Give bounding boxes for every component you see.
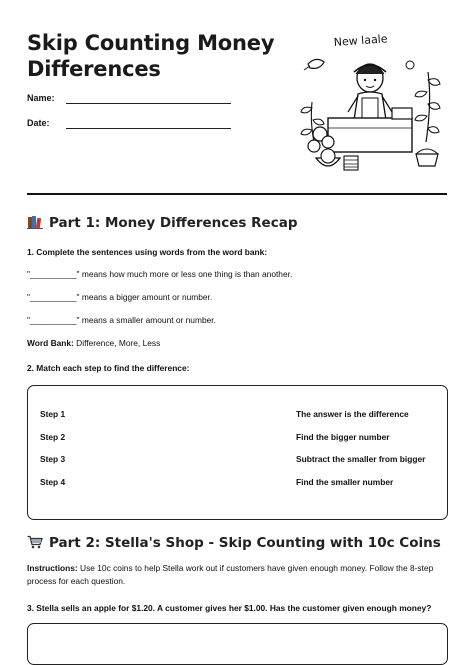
page-title (27, 30, 287, 82)
question-3: 3. Stella sells an apple for $1.20. A customer gives her $1.00. Has the customer given enough money? (27, 603, 432, 613)
instructions-label: Instructions: (27, 563, 78, 573)
instructions (27, 562, 442, 588)
date-label: Date: (27, 118, 50, 128)
step-label-1[interactable]: Step 1 (40, 409, 66, 419)
name-label: Name: (27, 93, 55, 103)
sentence-1: "__________" means how much more or less one thing is than another. (27, 269, 293, 279)
sentence-3: "__________" means a smaller amount or number. (27, 315, 216, 325)
word-bank-label: Word Bank: (27, 338, 74, 348)
part1-title-text: Part 1: Money Differences Recap (49, 215, 298, 231)
header-divider (27, 193, 447, 195)
part2-title (27, 535, 441, 553)
illustration-sign-text: New laale (333, 32, 388, 49)
shopping-cart-icon (27, 535, 43, 553)
date-field[interactable] (66, 128, 231, 129)
books-icon (27, 215, 43, 233)
question-2: 2. Match each step to find the difference: (27, 363, 190, 373)
part2-title-text: Part 2: Stella's Shop - Skip Counting with 10c Coins (49, 535, 441, 551)
word-bank-words: Difference, More, Less (76, 338, 161, 348)
title-line-2: Differences (27, 57, 161, 81)
matching-box (27, 385, 448, 520)
step-label-3[interactable]: Step 3 (40, 454, 66, 464)
step-match-2[interactable]: Find the bigger number (296, 432, 390, 442)
name-field[interactable] (66, 103, 231, 104)
word-bank (27, 338, 160, 348)
answer-box[interactable] (27, 623, 448, 665)
step-match-3[interactable]: Subtract the smaller from bigger (296, 454, 426, 464)
step-label-4[interactable]: Step 4 (40, 477, 66, 487)
step-match-1[interactable]: The answer is the difference (296, 409, 409, 419)
shopkeeper-illustration (298, 32, 446, 182)
step-match-4[interactable]: Find the smaller number (296, 477, 394, 487)
question-1: 1. Complete the sentences using words from the word bank: (27, 247, 268, 257)
instructions-text: Use 10c coins to help Stella work out if customers have given enough money. Follow the 8-step process for each question. (27, 563, 434, 586)
title-line-1: Skip Counting Money (27, 31, 275, 55)
part1-title (27, 215, 298, 233)
sentence-2: "__________" means a bigger amount or number. (27, 292, 213, 302)
step-label-2[interactable]: Step 2 (40, 432, 66, 442)
